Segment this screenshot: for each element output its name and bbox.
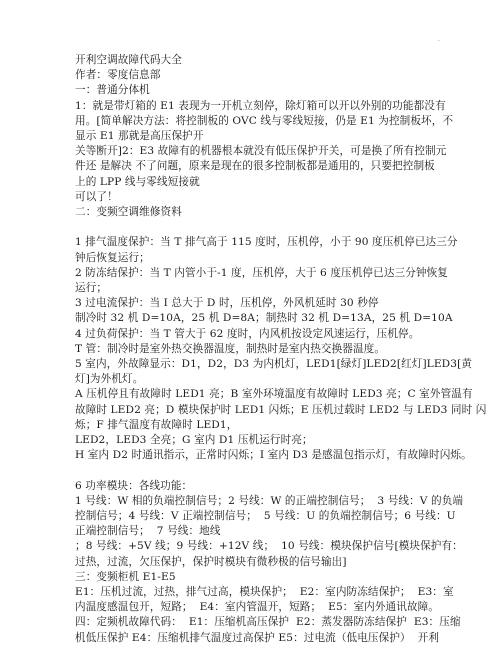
text-line: 件还 是解决 不了问题，原来是现在的很多控制板都是通用的，只要把控制板: [75, 160, 435, 173]
text-line: A 压机停且有故障时 LED1 亮；B 室外环境温度有故障时 LED3 亮；C 室外管温有: [75, 388, 473, 401]
text-line: 开利空调故障代码大全: [75, 54, 182, 66]
text-line: 运行；: [75, 282, 108, 295]
text-line: 6 功率模块：各线功能：: [75, 479, 193, 492]
text-line: 可以了！: [75, 190, 118, 203]
text-line: 控制信号；4 号线：V 正端控制信号； 5 号线：U 的负端控制信号；6 号线：U: [75, 510, 456, 523]
text-line: 上的 LPP 线与零线短接就: [75, 175, 200, 188]
text-line: 灯]为外机灯。: [75, 373, 144, 386]
text-line: 1 号线：W 相的负端控制信号；2 号线：W 的正端控制信号； 3 号线：V 的负端: [75, 494, 464, 507]
text-line: 2 防冻结保护：当 T 内管小于-1 度，压机停，大于 6 度压机停已达三分钟恢复: [75, 266, 448, 279]
text-line: 四：定频机故障代码： E1：压缩机高压保护 E2：蒸发器防冻结保护 E3：压缩: [75, 616, 461, 629]
text-line: 制冷时 32 机 D=10A，25 机 D=8A；制热时 32 机 D=13A，25 机 D=10A: [75, 312, 453, 325]
text-line: 作者：零度信息部: [75, 69, 161, 82]
text-line: 一：普通分体机: [75, 84, 150, 97]
text-line: 钟后恢复运行；: [75, 251, 150, 264]
text-line: 1 排气温度保护：当 T 排气高于 115 度时，压机停，小于 90 度压机停已达三分: [75, 236, 458, 249]
text-line: 3 过电流保护：当 I 总大于 D 时，压机停，外风机延时 30 秒停: [75, 297, 379, 310]
text-line: T 管：制冷时是室外热交换器温度，制热时是室内热交换器温度。: [75, 342, 386, 355]
text-line: 用。[简单解决方法：将控制板的 OVC 线与零线短接，仍是 E1 为控制板坏，不: [75, 114, 454, 127]
text-line: 二：变频空调维修资料: [75, 206, 182, 219]
text-line: 正端控制信号； 7 号线：地线: [75, 525, 221, 538]
text-line: 过热，过流，欠压保护，保护时模块有微秒极的信号输出]: [75, 555, 347, 568]
blank-line: [75, 220, 438, 235]
text-line: 烁；F 排气温度有故障时 LED1，: [75, 418, 238, 431]
text-line: 内温度感温包开，短路； E4：室内管温开，短路； E5：室内外通讯故障。: [75, 601, 440, 614]
text-line: 4 过负荷保护：当 T 管大于 62 度时，内风机按设定风速运行，压机停。: [75, 327, 420, 340]
text-line: ；8 号线：+5V 线；9 号线：+12V 线； 10 号线：模块保护信号[模块保护有：: [75, 540, 463, 553]
blank-line: [75, 463, 438, 478]
text-line: 故障时 LED2 亮；D 模块保护时 LED1 闪烁；E 压机过载时 LED2 与 LED3 同时 闪: [75, 403, 487, 416]
text-line: 显示 E1 那就是高压保护开: [75, 130, 204, 143]
corner-mark: ·: [437, 38, 440, 45]
text-line: 关等断开]2：E3 故障有的机器根本就没有低压保护开关，可是换了所有控制元: [75, 145, 447, 158]
document-body: [75, 53, 487, 646]
text-line: 1：就是带灯箱的 E1 表现为一开机立刻停，除灯箱可以开以外别的功能都没有: [75, 99, 446, 112]
text-line: 三：变频柜机 E1-E5: [75, 570, 176, 583]
text-line: 机低压保护 E4：压缩机排气温度过高保护 E5：过电流（低电压保护） 开利: [75, 631, 440, 644]
text-line: E1：压机过流，过热，排气过高，模块保护； E2：室内防冻结保护； E3：室: [75, 586, 454, 599]
text-line: 5 室内，外故障显示：D1，D2，D3 为内机灯，LED1[绿灯]LED2[红灯]LED3[黄: [75, 358, 473, 371]
text-line: LED2，LED3 全亮；G 室内 D1 压机运行时亮；: [75, 434, 313, 447]
text-line: H 室内 D2 时通讯指示，正常时闪烁；I 室内 D3 是感温包指示灯，有故障时闪烁。: [75, 449, 472, 462]
